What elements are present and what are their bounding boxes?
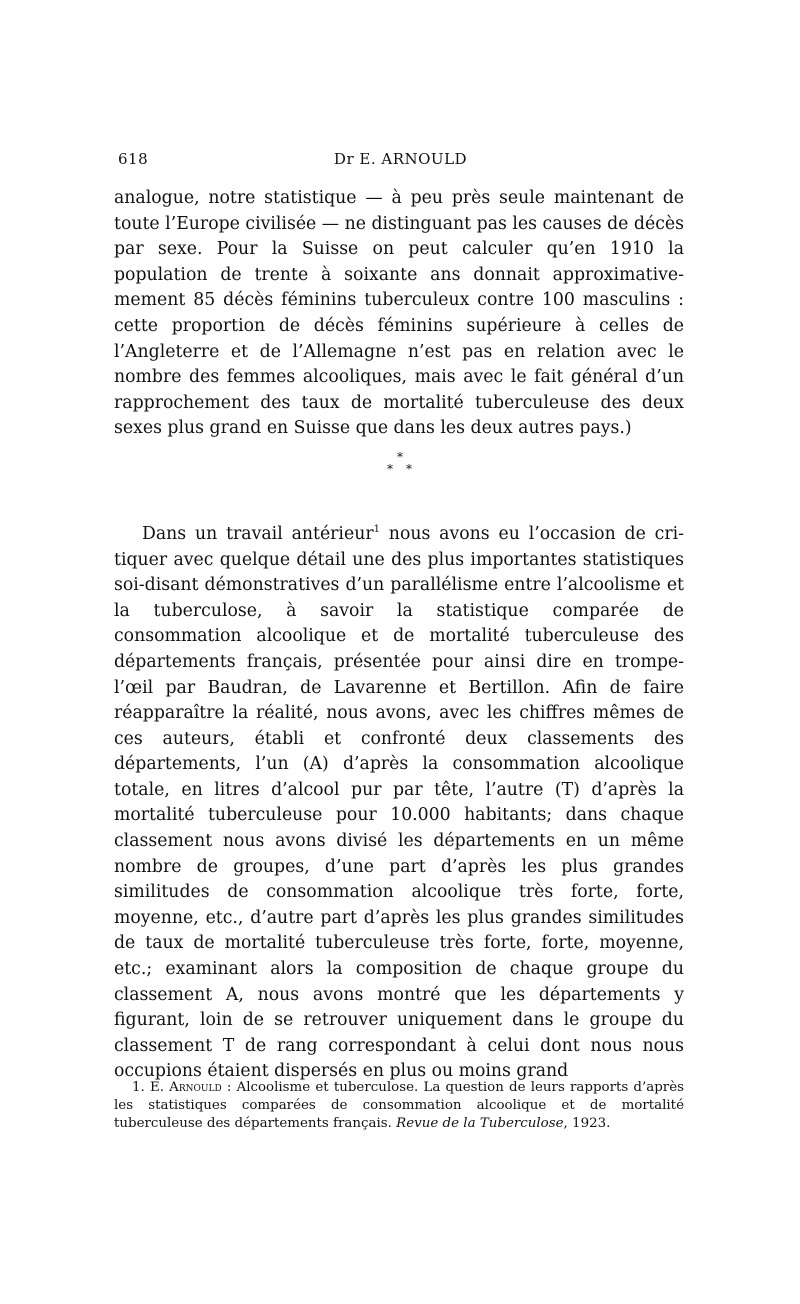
asterism-star: * bbox=[406, 461, 412, 476]
asterism-star: * bbox=[397, 449, 403, 464]
footnote-year: , 1923. bbox=[563, 1116, 611, 1132]
running-head: Dr E. ARNOULD bbox=[333, 150, 468, 168]
footnote-journal: Revue de la Tuberculose bbox=[396, 1116, 564, 1132]
paragraph-opening: Dans un travail antérieur bbox=[142, 523, 374, 544]
asterism-star: * bbox=[387, 461, 393, 476]
paragraph-continued: analogue, notre statistique — à peu près seule maintenant de toute l’Europe civilisée — ne distinguant pas les causes de décès par sexe. Pour la Suisse on peut calculer qu’en 1910 la population de trente à soixante ans donnait approximativemement 85 décès féminins tuberculeux contre 100 masculins : cette proportion de décès féminins supérieure à celles de l’Angleterre et de l’Allemagne n’est pas en relation avec le nombre des femmes alcooliques, mais avec le fait général d’un rapprochement des taux de mortalité tuberculeuse des deux sexes plus grand en Suisse que dans les deux autres pays.) bbox=[114, 188, 684, 439]
footnote bbox=[114, 1079, 684, 1134]
page-header bbox=[118, 150, 683, 174]
paragraph-main bbox=[114, 522, 684, 1085]
footnote-number: 1. bbox=[132, 1080, 145, 1095]
footnote-author: E. Arnould bbox=[149, 1080, 222, 1095]
page-number: 618 bbox=[118, 150, 149, 168]
section-separator bbox=[114, 442, 684, 522]
body-text bbox=[114, 186, 684, 1085]
asterism bbox=[384, 450, 424, 490]
footnote-reference: 1 bbox=[373, 524, 380, 536]
paragraph-body: nous avons eu l’occasion de critiquer avec quelque détail une des plus importantes statistiques soi-disant démonstratives d’un parallélisme entre l’alcoolisme et la tuberculose, à savoir la statistique comparée de consommation alcoolique et de mortalité tuberculeuse des départements français, présentée pour ainsi dire en trompe-l’œil par Baudran, de Lavarenne et Bertillon. Afin de faire réapparaître la réalité, nous avons, avec les chiffres mêmes de ces auteurs, établi et confronté deux classements des départements, l’un (A) d’après la consommation alcoolique totale, en litres d’alcool pur par tête, l’autre (T) d’après la mortalité tuberculeuse pour 10.000 habitants; dans chaque classement nous avons divisé les départements en un même nombre de groupes, d’une part d’après les plus grandes similitudes de consommation alcoolique très forte, forte, moyenne, etc., d’autre part d’après les plus grandes similitudes de taux de mortalité tuberculeuse très forte, forte, moyenne, etc.; examinant alors la composition de chaque groupe du classement A, nous avons montré que les départements y figurant, loin de se retrouver uniquement dans le groupe du classement T de rang correspondant à celui dont nous nous occupions étaient dispersés en plus ou moins grand bbox=[114, 523, 684, 1082]
footnote-text: : Alcoolisme et tuberculose. La question de leurs rapports d’après les statistiques comparées de consommation alcoolique et de mortalité tuberculeuse des départements français. bbox=[114, 1080, 685, 1132]
